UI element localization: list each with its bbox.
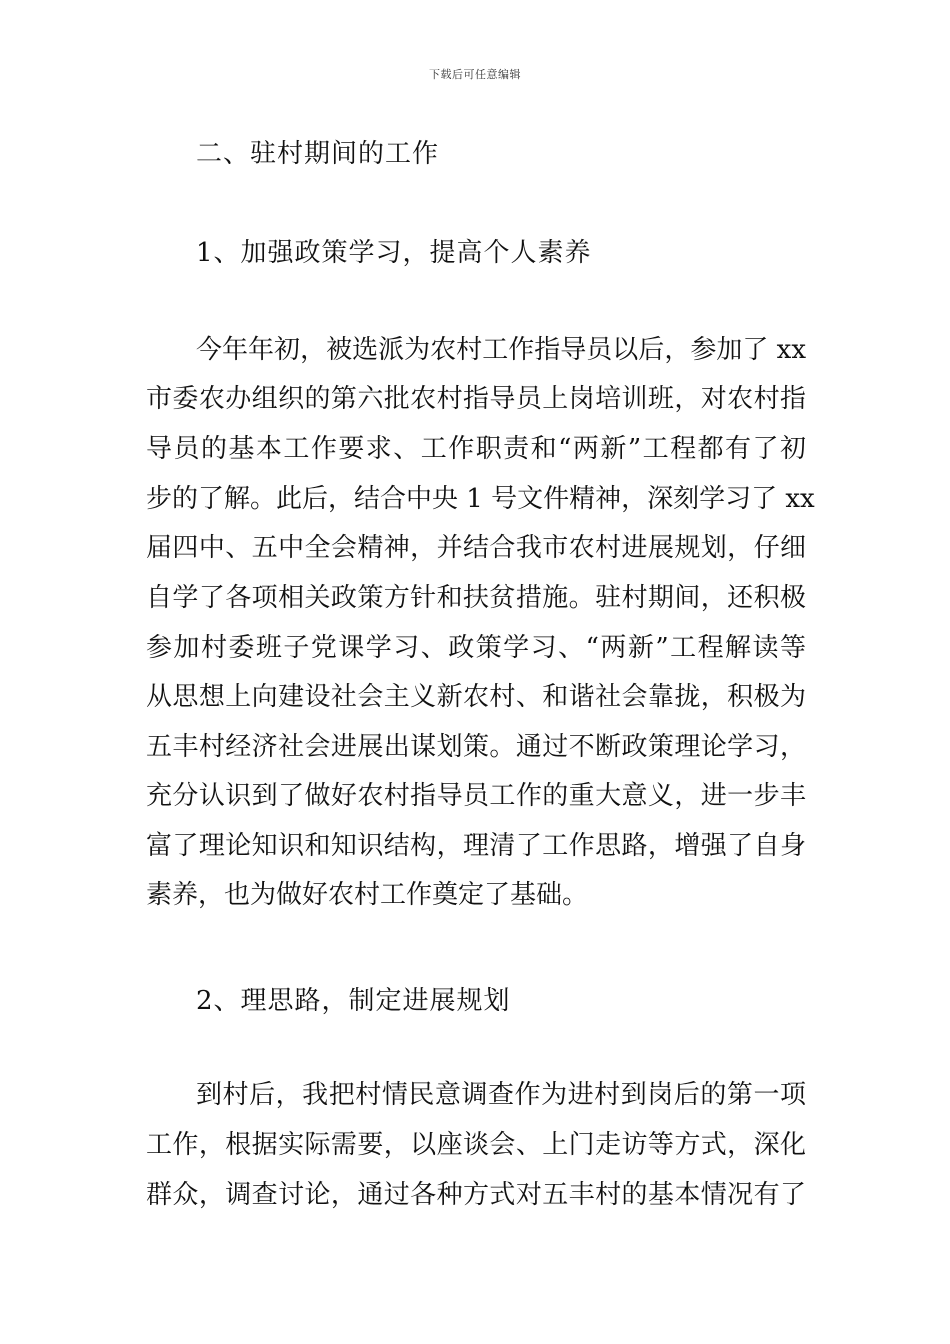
item1-title: 1、加强政策学习，提高个人素养	[196, 238, 592, 268]
paragraph-line: 素养，也为做好农村工作奠定了基础。	[146, 880, 589, 910]
paragraph-line: 到村后，我把村情民意调查作为进村到岗后的第一项	[196, 1080, 806, 1110]
paragraph-line: 五丰村经济社会进展出谋划策。通过不断政策理论学习，	[146, 732, 806, 762]
paragraph-line: 届四中、五中全会精神，并结合我市农村进展规划，仔细	[146, 533, 806, 563]
paragraph-line: 富了理论知识和知识结构，理清了工作思路，增强了自身	[146, 831, 806, 861]
paragraph-line: 步的了解。此后，结合中央 1 号文件精神，深刻学习了 xx	[146, 484, 815, 514]
paragraph-line: 今年年初，被选派为农村工作指导员以后，参加了 xx	[196, 335, 806, 365]
paragraph-line: 自学了各项相关政策方针和扶贫措施。驻村期间，还积极	[146, 583, 806, 613]
item2-title: 2、理思路，制定进展规划	[196, 986, 511, 1016]
paragraph-line: 导员的基本工作要求、工作职责和“两新”工程都有了初	[146, 434, 806, 464]
paragraph-line: 充分认识到了做好农村指导员工作的重大意义，进一步丰	[146, 781, 806, 811]
section-title: 二、驻村期间的工作	[196, 139, 440, 169]
paragraph-line: 工作，根据实际需要，以座谈会、上门走访等方式，深化	[146, 1130, 806, 1160]
paragraph-line: 参加村委班子党课学习、政策学习、“两新”工程解读等	[146, 633, 806, 663]
paragraph-line: 从思想上向建设社会主义新农村、和谐社会靠拢，积极为	[146, 682, 806, 712]
paragraph-line: 市委农办组织的第六批农村指导员上岗培训班，对农村指	[146, 384, 806, 414]
header-note: 下载后可任意编辑	[429, 68, 521, 81]
paragraph-line: 群众，调查讨论，通过各种方式对五丰村的基本情况有了	[146, 1180, 806, 1210]
